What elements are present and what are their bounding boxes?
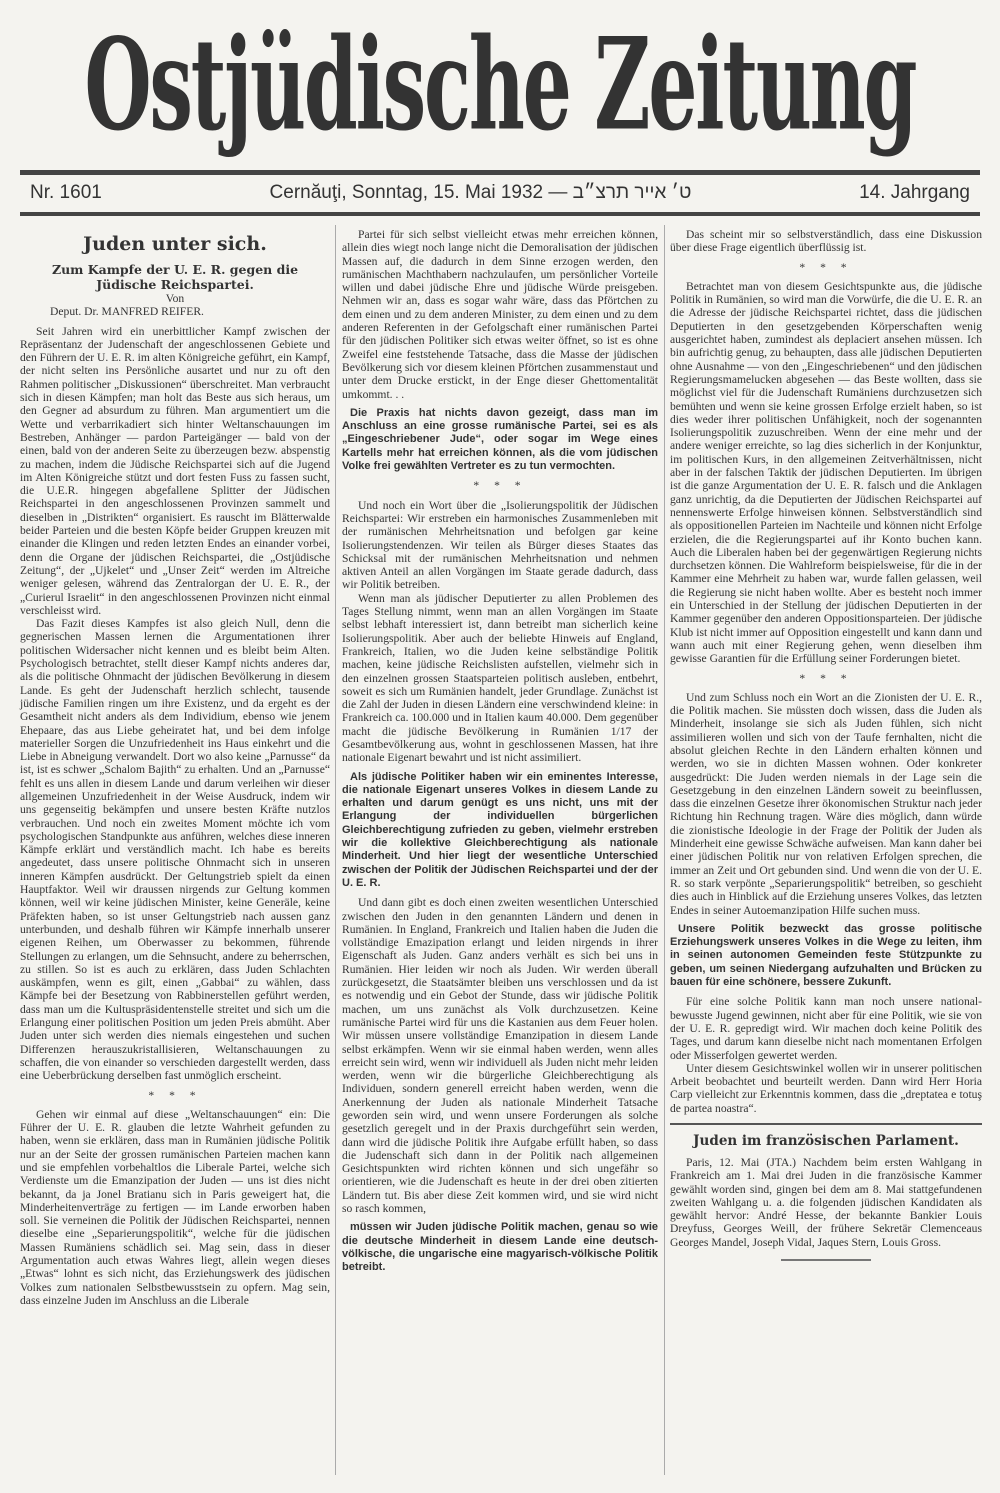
byline-author: Deput. Dr. MANFRED REIFER. [50, 305, 204, 319]
emphasized-paragraph: müssen wir Juden jüdische Politik machen, genau so wie die deutsche Minderheit in diesem Lande eine deutsch-völkische, die ungarische eine magyarisch-völkische Politik betreibt. [342, 1221, 658, 1274]
paragraph: Und noch ein Wort über die „Isolierungspolitik der Jüdischen Reichspartei: Wir erstreben ein harmonisches Zusammenleben mit der rumänischen Mehrheitsnation und befolgen gar keine Isolierungstendenzen. Wir teilen als Bürger dieses Staates das Schicksal mit der rumänischen Mehrheitsnation und nehmen aktiven Anteil an allen Vorgängen im Staate gerade dadurch, dass wir Politik betreiben. [342, 498, 658, 592]
article-subheadline: Zum Kampfe der U. E. R. gegen die Jüdische Reichspartei. [51, 262, 299, 292]
byline-von: Von [165, 292, 185, 305]
emphasized-paragraph: Die Praxis hat nichts davon gezeigt, dass man im Anschluss an eine grosse rumänische Partei, sei es als „Eingeschriebener Jude“, oder sogar im Wege eines Kartells mehr hat erreichen können, als die vom jüdischen Volke frei gewählten Vertreter es zu tun vermochten. [342, 406, 658, 473]
issue-number: Nr. 1601 [30, 182, 102, 203]
column-1 [20, 228, 330, 1307]
end-rule [781, 1259, 871, 1261]
emphasized-paragraph: Unsere Politik bezweckt das grosse politische Erziehungswerk unseres Volkes in die Wege zu leiten, ihm in seinen autonomen Gemeinden feste Stützpunkte zu geben, um seinen Niedergang aufzuhalten und Brücken zu bauen für eine schönere, bessere Zukunft. [670, 922, 982, 989]
paragraph: Seit Jahren wird ein unerbittlicher Kampf zwischen der Repräsentanz der Judenschaft der angeschlossenen Gebiete und den Führern der U. E. R. im alten Königreiche geführt, ein Kampf, der nicht selten ins Persönliche ausartet und nur zu oft den Rahmen politischer „Diskussionen“ überschreitet. Man verbraucht sich in diesen Kämpfen; man holt das Beste aus sich heraus, um den Gegner ad absurdum zu führen. Man argumentiert um die Wette und verbarrikadiert sich hinter Weltanschauungen im Bestreben, Anhänger — pardon Parteigänger — bald von der einen, bald von der anderen Seite zu überzeugen bezw. abspenstig zu machen, indem die Jüdische Reichspartei sich auf die Jugend im Alten Königreiche stützt und dort festen Fuss zu fassen sucht, die U.E.R. hingegen abgefallene Splitter der Jüdischen Reichspartei in den angeschlossenen Provinzen sammelt und dieselben in „Distrikten“ organisiert. Es rauscht im Blätterwalde beider Parteien und die besten Köpfe beider Gruppen kreuzen mit einander die Klingen und reden letzten Endes an einander vorbei, denn die Organe der jüdischen Reichspartei, die „Ostjüdische Zeitung“, der „Ujkelet“ und „Unser Zeit“ werden im Altreiche weniger gelesen, während das Zentralorgan der U. E. R., der „Curierul Israelit“ in den angeschlossenen Provinzen nicht einmal verschleisst wird. [20, 324, 330, 617]
masthead-rule-top [20, 170, 980, 175]
paragraph: Das Fazit dieses Kampfes ist also gleich Null, denn die gegnerischen Massen lernen die Argumentationen ihrer politischen Widersacher nicht kennen und es bleibt beim Alten. Psychologisch betrachtet, stellt dieser Kampf nichts anderes dar, als die politische Ohnmacht der jüdischen Bevölkerung in diesem Lande. Es geht der Judenschaft herzlich schlecht, tausende jüdische Familien ringen um ihre Existenz, und da ergeht es der Gesamtheit nicht anders als dem Individium, ebenso wie jenem Ehepaare, das aus Liebe geheiratet hat, und bei dem infolge materieller Sorgen die Unzufriedenheit ins Haus einkehrt und die Liebe in Abneigung verwandelt. Dort wo also keine „Parnusse“ da ist, ist es schwer „Schalom Bajith“ zu erhalten. Und an „Parnusse“ fehlt es uns allen in diesem Lande und darum verleihen wir dieser allgemeinen Unzufriedenheit in der Weise Ausdruck, indem wir uns gegenseitig bekämpfen und unsere besten Kräfte nutzlos verbrauchen. Und noch ein zweites Moment möchte ich vom psychologischen Standpunkte aus anführen, welches diese inneren Kämpfe erklärt und verständlich macht. Ich habe es bereits angedeutet, dass unsere politische Ohnmacht sich in unseren inneren Kämpfen ausdrückt. Der Geltungstrieb spielt da einen Hauptfaktor. Weil wir draussen nirgends zur Geltung kommen können, weil wir keine jüdischen Minister, keine Generäle, keine Präfekten haben, so ist unser Geltungstrieb nach aussen ganz unterbunden, und deshalb führen wir Kämpfe innerhalb unserer eigenen Reihen, um Oberwasser zu bekommen, führende Stellungen zu erlangen, um die Sehnsucht, andere zu beherrschen, zu stillen. So ist es auch zu erklären, dass Juden Schlachten auskämpfen, wenn es gilt, einen „Gabbai“ zu wählen, dass Kämpfe bei der Besetzung von Rabbinerstellen geführt werden, dass man um die Kultuspräsidentenstelle streitet und sich um die Erlangung einer politischen Position um jeden Preis abmüht. Aber Juden unter sich werden dies niemals eingestehen und suchen Differenzen herauszukristallisieren, Weltanschauungen zu schaffen, die von einander so verschieden dargestellt werden, dass eine Ueberbrückung derselben fast unmöglich erscheint. [20, 617, 330, 1083]
paragraph: Paris, 12. Mai (JTA.) Nachdem beim ersten Wahlgang in Frankreich am 1. Mai drei Juden in die französische Kammer gewählt worden sind, gingen bei dem am 8. Mai stattgefundenen zweiten Wahlgang u. a. die folgenden jüdischen Kandidaten als gewählt hervor: André Hesse, der bekannte Bankier Louis Dreyfuss, Georges Weill, der frühere Sekretär Clemenceaus Georges Mandel, Joseph Vidal, Jaques Stern, Louis Gross. [670, 1156, 982, 1249]
paragraph: Und zum Schluss noch ein Wort an die Zionisten der U. E. R., die Politik machen. Sie müssten doch wissen, dass die Juden als Minderheit, insolange sie sich als Juden fühlen, sich nicht assimilieren wollen und sich von der Taufe fernhalten, nicht die absolut gleichen Rechte in den Ländern erhalten können und werden, wo sie in dichten Massen wohnen. Oder konkreter ausgedrückt: Die Juden werden niemals in der Lage sein die Gesetzgebung in den einzelnen Ländern soweit zu beeinflussen, dass die einzelnen Gesetze ihrer ökonomischen Struktur nach jeder Richtung hin Rechnung tragen. Wäre dies möglich, dann würde die zionistische Ideologie in der Frage der Politik der Juden als Minderheit eine gewisse Schwäche aufweisen. Man kann daher bei einer jüdischen Politik nur von relativen Erfolgen sprechen, die immer an Zeit und Ort gebunden sind. Und wenn die von der U. E. R. so stark verpönte „Separierungspolitik“ betreiben, so geschieht dies auch in Hinblick auf die Erziehung unseres Volkes, das letzten Endes in seiner Autoemanzipation Hilfe suchen muss. [670, 690, 982, 917]
paragraph: Gehen wir einmal auf diese „Weltanschauungen“ ein: Die Führer der U. E. R. glauben die letzte Wahrheit gefunden zu haben, wenn sie erklären, dass man in Rumänien jüdische Politik nur an der Seite der grossen rumänischen Parteien machen kann und sie empfehlen vorbehaltlos die Liberale Partei, welche sich Verdienste um die Emanzipation der Juden — uns ist dies nicht bekannt, da ja Jonel Bratianu sich in Paris geweigert hat, die Minderheitenverträge zu fertigen — im Lande erworben haben soll. Sie verneinen die Politik der Jüdischen Reichspartei, nennen dieselbe eine „Separierungspolitik“, welche für die jüdischen Massen Rumäniens schädlich sei. Mag sein, dass in dieser Argumentation auch etwas Wahres liegt, allein wegen dieses „Etwas“ lohnt es sich nicht, das Erziehungswerk des jüdischen Volkes zum nationalen Selbstbewusstsein zu opfern. Mag sein, dass einzelne Juden im Anschluss an die Liberale [20, 1107, 330, 1307]
section-break: * * * [148, 1088, 202, 1102]
paragraph: Partei für sich selbst vielleicht etwas mehr erreichen können, allein dies wiegt noch lange nicht die Demoralisation der jüdischen Massen auf, die dadurch in dem Sinne erzogen werden, den rumänischen Machthabern nachzulaufen, um persönlicher Vorteile willen und dabei jüdische Ehre und jüdische Würde preisgeben. Nehmen wir an, dass es sogar wahr wäre, dass das Pförtchen zu dem einen und zu dem anderen Minister, zu dem einen und zu dem anderen Referenten in der Gefolgschaft einer rumänischen Partei für den jüdischen Politiker sich etwas weiter öffnet, so ist es ohne Zweifel eine feststehende Tatsache, dass die Masse der jüdischen Bevölkerung sich vor diesem kleinen Pförtchen zusammenstaut und unter dem Drucke erstickt, in der Enge dieser Ghettomentalität umkommt. . . [342, 228, 658, 401]
paragraph: Betrachtet man von diesem Gesichtspunkte aus, die jüdische Politik in Rumänien, so wird man die Vorwürfe, die die U. E. R. an die Adresse der jüdische Reichspartei richtet, dass die jüdischen Deputierten in den gesetzgebenden Körperschaften wenig ausgerichtet haben, zumindest als deplaciert ansehen müssen. Ich bin aufrichtig genug, zu behaupten, dass alle jüdischen Deputierten ohne Ausnahme — von den „Eingeschriebenen“ und den jüdischen Regierungsmamelucken abgesehen — das Beste wollten, dass sie möglichst viel für die Judenschaft Rumäniens durchzusetzen sich bemühten und wenn sie keine grossen Erfolge erzielt haben, so ist dies weder ihrer politischen Unfähigkeit, noch der sogenannten Isolierungspolitik zuzuschreiben. Wenn der eine mehr und der andere weniger erreichte, so lag dies sicherlich in der Konjunktur, im politischen Kurs, in den allgemeinen Zeitverhältnissen, nicht aber in der falschen Taktik der jüdischen Deputierten. Im übrigen ist die ganze Argumentation der U. E. R. falsch und die Anklagen ganz unrichtig, da die Deputierten der Jüdischen Reichspartei auf nennenswerte Erfolge hinweisen können. Selbstverständlich sind als oppositionellen Parteien im Nachteile und können nicht Erfolge erzielen, die die Regierungspartei auf ihr Konto buchen kann. Auch die Liberalen haben bei der gegenwärtigen Regierung nichts durchsetzen können. Die Wahlreform beispielsweise, für die in der Kammer eine Mehrheit zu haben war, wurde fallen gelassen, weil die Regierung sie nicht haben wollte. Aber es besteht noch immer ein Unterschied in der Stellung der jüdischen Deputierten in der Kammer gegenüber den anderen Oppositionsparteien. Der jüdische Klub ist nicht immer auf Opposition eingestellt und kann dann und wann auch mit einer Regierung gehen, wenn dieselben ihm gewisse Garantien für die Erfüllung seiner Forderungen bietet. [670, 279, 982, 666]
paragraph: Unter diesem Gesichtswinkel wollen wir in unserer politischen Arbeit beobachtet und beurteilt werden. Dann wird Herr Horia Carp vielleicht zur Erkenntnis kommen, dass die „dreptatea e totuş de partea noastra“. [670, 1061, 982, 1115]
masthead-rule-bottom [20, 212, 980, 216]
dateline [30, 178, 970, 208]
masthead-title: Ostjüdische Zeitung [84, 10, 916, 159]
column-3 [670, 228, 982, 1271]
column-2 [342, 228, 658, 1281]
section-break: * * * [473, 479, 527, 493]
article-headline: Juden im französischen Parlament. [670, 1123, 982, 1150]
article-headline: Juden unter sich. [83, 233, 267, 255]
section-break: * * * [799, 671, 853, 685]
section-break: * * * [799, 260, 853, 274]
emphasized-paragraph: Als jüdische Politiker haben wir ein eminentes Interesse, die nationale Eigenart unseres Volkes in diesem Lande zu erhalten und darum genügt es uns nicht, uns mit der Erlangung der individuellen bürgerlichen Gleichberechtigung zufrieden zu geben, vielmehr erstreben wir die kollektive Gleichberechtigung als nationale Minderheit. Und hier liegt der wesentliche Unterschied zwischen der Politik der Jüdischen Reichspartei und der der U. E. R. [342, 770, 658, 889]
paragraph: Das scheint mir so selbstverständlich, dass eine Diskussion über diese Frage eigentlich überflüssig ist. [670, 228, 982, 255]
column-divider [664, 225, 665, 1475]
paragraph: Und dann gibt es doch einen zweiten wesentlichen Unterschied zwischen den Juden in den genannten Ländern und denen in Rumänien. In England, Frankreich und Italien haben die Juden die vollständige Emazipation erlangt und leiden nirgends in ihrer Eigenschaft als Juden. Ganz anders verhält es sich bei uns in Rumänien. Hier leiden wir noch als Juden. Wir werden überall zurückgesetzt, die Staatsämter bleiben uns verschlossen und da ist es notwendig und ein Gebot der Stunde, dass wir jüdische Politik machen, um uns zunächst als Volk durchzusetzen. Keine rumänische Partei wird für uns die Kastanien aus dem Feuer holen. Wir müssen unsere vollständige Emanzipation in diesem Lande selbst erkämpfen. Wenn wir sie einmal haben werden, wenn alles erreicht sein wird, wenn wir individuell als Juden nicht mehr leiden werden, wenn wir die bürgerliche Gleichberechtigung als Individuen, sondern generell erreicht haben werden, wenn die Anerkennung der Juden als nationale Minderheit Tatsache geworden sein wird, und wenn unsere Forderungen als solche gesetzlich geregelt und in der Praxis durchgeführt sein werden, dann wird die jüdische Politik ihre Aufgabe erfüllt haben, so dass die Judenschaft sich dann in der Politik nach allgemeinen Gesichtspunkten wird richten können und sich ungefähr so orientieren, wie die Judenschaft es heute in der drei oben zitierten Ländern tut. Bis aber diese Zeit kommen wird, und sie wird nicht so rasch kommen, [342, 896, 658, 1216]
column-divider [335, 225, 336, 1475]
issue-date: Cernăuţi, Sonntag, 15. Mai 1932 — ט׳ אייר תרצ״ב [269, 182, 692, 203]
paragraph: Für eine solche Politik kann man noch unsere national-bewusste Jugend gewinnen, nicht aber für eine Politik, wie sie von der U. E. R. gepredigt wird. Wir machen doch keine Politik des Tages, und darum kann dieselbe nicht nach momentanen Erfolgen oder Misserfolgen gewertet werden. [670, 995, 982, 1062]
volume-year: 14. Jahrgang [859, 182, 970, 203]
paragraph: Wenn man als jüdischer Deputierter zu allen Problemen des Tages Stellung nimmt, wenn man an allen Vorgängen im Staate selbst lebhaft interessiert ist, dann betreibt man sicherlich keine Isolierungspolitik. Aber auch der beliebte Hinweis auf England, Frankreich, Italien, wo die Juden keine selbständige Politik machen, keine jüdische Reichslisten aufstellen, vielmehr sich in den einzelnen grossen Staatsparteien politisch ausleben, entbehrt, soweit es sich um Rumänien handelt, jeder Grundlage. Zunächst ist die Zahl der Juden in diesen Ländern eine verschwindend kleine: in Frankreich ca. 100.000 und in Italien kaum 40.000. Dem gegenüber macht die jüdische Bevölkerung in Rumänien 1/17 der Gesamtbevölkerung aus, wohnt in geschlossenen Massen, hat ihre nationale Eigenart bewahrt und ist nicht assimiliert. [342, 591, 658, 765]
